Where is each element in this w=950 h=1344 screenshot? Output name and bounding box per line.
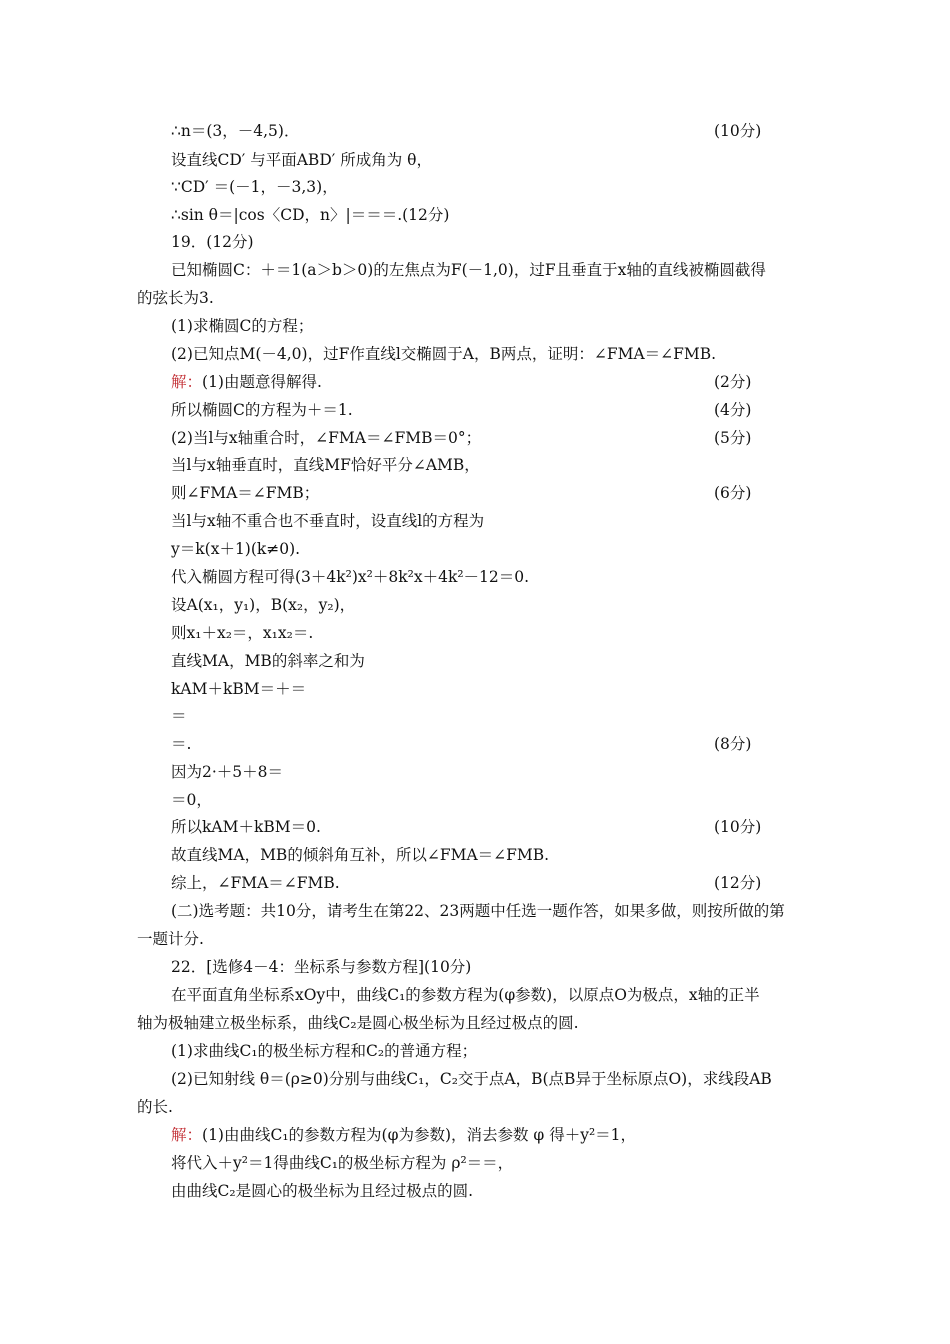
line-text: (1)求曲线C₁的极坐标方程和C₂的普通方程； bbox=[171, 1042, 478, 1060]
text-line bbox=[171, 790, 212, 810]
line-text: (1)由题意得解得. bbox=[202, 373, 322, 391]
text-line bbox=[171, 734, 191, 754]
line-text: (2)已知点M(－4,0)，过F作直线l交椭圆于A，B两点，证明：∠FMA＝∠FMB. bbox=[171, 345, 717, 363]
text-line bbox=[171, 762, 283, 782]
text-line bbox=[171, 177, 338, 197]
line-text: 在平面直角坐标系xOy中，曲线C₁的参数方程为(φ参数)，以原点O为极点，x轴的正半 bbox=[171, 986, 760, 1004]
text-line bbox=[171, 150, 432, 170]
score-mark: (5分) bbox=[714, 429, 752, 447]
line-text: 综上，∠FMA＝∠FMB. bbox=[171, 874, 340, 892]
line-text: 代入椭圆方程可得(3＋4k²)x²＋8k²x＋4k²－12＝0. bbox=[171, 568, 530, 586]
line-text: 的长. bbox=[137, 1098, 173, 1116]
line-text: (1)求椭圆C的方程； bbox=[171, 317, 314, 335]
score-mark: (6分) bbox=[714, 484, 752, 502]
line-text: 一题计分. bbox=[137, 930, 204, 948]
text-line bbox=[171, 651, 365, 671]
score-mark: (2分) bbox=[714, 373, 752, 391]
text-line bbox=[171, 595, 355, 615]
line-text: (2)当l与x轴重合时，∠FMA＝∠FMB＝0°； bbox=[171, 429, 482, 447]
text-line bbox=[171, 232, 254, 252]
score-mark: (12分) bbox=[714, 874, 762, 892]
line-text: 轴为极轴建立极坐标系，曲线C₂是圆心极坐标为且经过极点的圆. bbox=[137, 1014, 579, 1032]
text-line bbox=[171, 372, 322, 392]
solution-label: 解： bbox=[171, 373, 203, 391]
line-text: 22．[选修4－4：坐标系与参数方程](10分) bbox=[171, 958, 472, 976]
line-text: 直线MA，MB的斜率之和为 bbox=[171, 652, 365, 670]
line-text: ∵CD′ ＝(－1，－3,3)， bbox=[171, 178, 338, 196]
line-text: 则∠FMA＝∠FMB； bbox=[171, 484, 320, 502]
score-mark: (10分) bbox=[714, 818, 762, 836]
text-line bbox=[171, 901, 785, 921]
line-text: 已知椭圆C：＋＝1(a＞b＞0)的左焦点为F(－1,0)，过F且垂直于x轴的直线被椭圆截得 bbox=[171, 261, 766, 279]
line-text: ∴n＝(3，－4,5)． bbox=[171, 122, 300, 140]
line-text: (2)已知射线 θ＝(ρ≥0)分别与曲线C₁，C₂交于点A，B(点B异于坐标原点O)，求线段AB bbox=[171, 1070, 772, 1088]
text-line bbox=[171, 316, 313, 336]
text-line bbox=[171, 817, 321, 837]
text-line bbox=[171, 344, 716, 364]
line-text: 因为2·＋5＋8＝ bbox=[171, 763, 284, 781]
text-line bbox=[171, 623, 313, 643]
text-line bbox=[171, 1153, 513, 1173]
line-text: 所以椭圆C的方程为＋＝1. bbox=[171, 401, 353, 419]
text-line bbox=[171, 845, 549, 865]
text-line bbox=[171, 511, 484, 531]
line-text: 当l与x轴不重合也不垂直时，设直线l的方程为 bbox=[171, 512, 485, 530]
text-line bbox=[137, 929, 204, 949]
line-text: (1)由曲线C₁的参数方程为(φ为参数)，消去参数 φ 得＋y²＝1， bbox=[202, 1126, 637, 1144]
line-text: kAM＋kBM＝＋＝ bbox=[171, 680, 307, 698]
text-line bbox=[171, 985, 760, 1005]
line-text: 设直线CD′ 与平面ABD′ 所成角为 θ， bbox=[171, 151, 432, 169]
line-text: 故直线MA，MB的倾斜角互补，所以∠FMA＝∠FMB. bbox=[171, 846, 550, 864]
text-line bbox=[171, 428, 481, 448]
line-text: 将代入＋y²＝1得曲线C₁的极坐标方程为 ρ²＝＝， bbox=[171, 1154, 514, 1172]
text-line bbox=[171, 400, 353, 420]
line-text: 的弦长为3. bbox=[137, 289, 214, 307]
line-text: ∴sin θ＝|cos〈CD，n〉|＝＝＝.(12分) bbox=[171, 206, 450, 224]
text-line bbox=[171, 205, 449, 225]
text-line bbox=[171, 679, 306, 699]
line-text: 设A(x₁，y₁)，B(x₂，y₂)， bbox=[171, 596, 356, 614]
text-line bbox=[171, 957, 471, 977]
line-text: 则x₁＋x₂＝，x₁x₂＝. bbox=[171, 624, 314, 642]
score-mark: (4分) bbox=[714, 401, 752, 419]
text-line bbox=[171, 455, 480, 475]
text-line bbox=[137, 288, 214, 308]
score-mark: (8分) bbox=[714, 735, 752, 753]
text-line bbox=[171, 1181, 473, 1201]
text-line bbox=[171, 260, 766, 280]
text-line bbox=[137, 1097, 173, 1117]
solution-label: 解： bbox=[171, 1126, 203, 1144]
line-text: 当l与x轴垂直时，直线MF恰好平分∠AMB， bbox=[171, 456, 480, 474]
score-mark: (10分) bbox=[714, 122, 762, 140]
text-line bbox=[171, 1041, 477, 1061]
text-line bbox=[171, 121, 299, 141]
text-line bbox=[171, 567, 529, 587]
line-text: y＝k(x＋1)(k≠0). bbox=[171, 540, 301, 558]
line-text: 所以kAM＋kBM＝0. bbox=[171, 818, 321, 836]
line-text: ＝0， bbox=[171, 791, 212, 809]
text-line bbox=[171, 483, 319, 503]
line-text: ＝. bbox=[171, 735, 192, 753]
line-text: (二)选考题：共10分，请考生在第22、23两题中任选一题作答，如果多做，则按所做的第 bbox=[171, 902, 785, 920]
text-line bbox=[171, 539, 300, 559]
text-line bbox=[171, 706, 187, 726]
line-text: 19．(12分) bbox=[171, 233, 254, 251]
text-line bbox=[171, 1069, 772, 1089]
text-line bbox=[171, 873, 340, 893]
line-text: ＝ bbox=[171, 707, 187, 725]
text-line bbox=[171, 1125, 636, 1145]
text-line bbox=[137, 1013, 579, 1033]
line-text: 由曲线C₂是圆心的极坐标为且经过极点的圆. bbox=[171, 1182, 474, 1200]
